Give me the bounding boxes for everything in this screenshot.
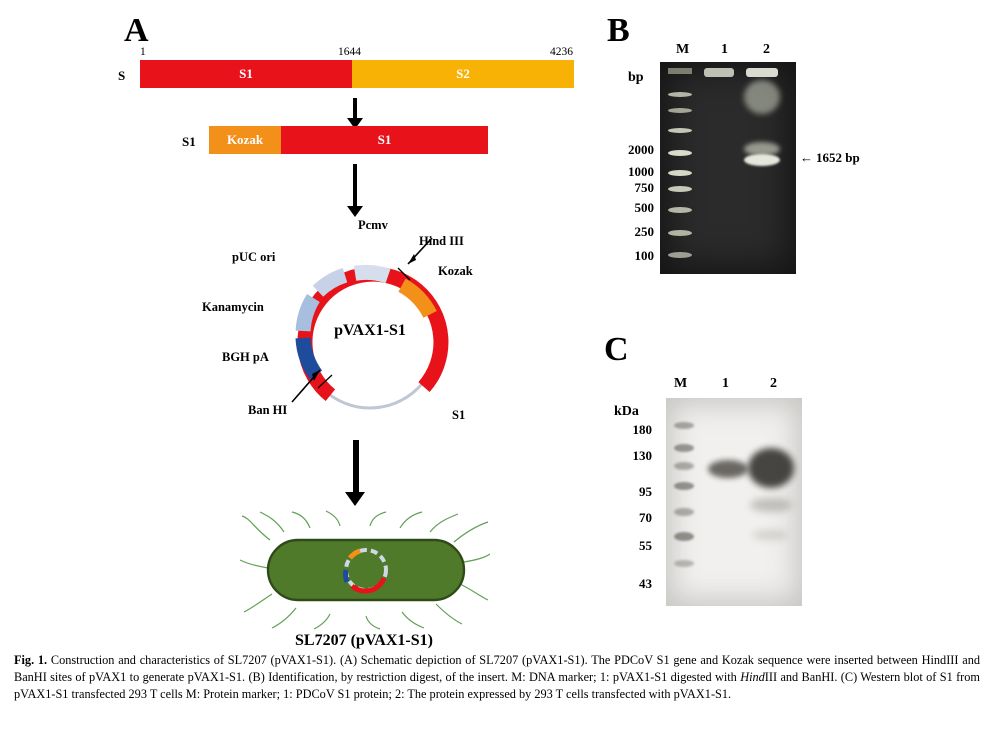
blot-marker-band (674, 422, 694, 429)
construct-row-label: S1 (182, 134, 196, 149)
gel-ladder-band (668, 207, 692, 213)
arrow-genome-to-construct-shaft (353, 98, 357, 120)
feature-label-kozak: Kozak (438, 264, 473, 278)
gel-ladder-band (668, 92, 692, 97)
gel-ladder-label-250: 250 (634, 224, 654, 239)
gel-ladder-band (668, 252, 692, 258)
blot-image-c (666, 398, 802, 606)
bacterium-svg (240, 510, 490, 630)
bacterium-illustration (240, 510, 490, 649)
blot-marker-band (674, 508, 694, 516)
gel-unit-label: bp (628, 70, 644, 85)
feature-label-kanamycin: Kanamycin (202, 300, 264, 314)
panel-b-letter: B (607, 12, 630, 49)
blot-ladder-label-130: 130 (632, 448, 652, 463)
gel-lane-label-1: 1 (721, 42, 728, 57)
panel-c-letter: C (604, 331, 629, 368)
gel-well-2 (746, 68, 778, 77)
panel-b-gel (600, 30, 980, 300)
segment-s1-construct (281, 126, 488, 154)
segment-s1-genome-label: S1 (239, 66, 253, 81)
blot-ladder-label-55: 55 (639, 538, 652, 553)
blot-ladder-label-180: 180 (632, 422, 652, 437)
gel-well-m (668, 68, 692, 74)
feature-label-hindiii: Hind III (419, 234, 464, 248)
segment-s1-genome (140, 60, 352, 88)
gel-annotation-1652bp: 1652 bp (816, 150, 860, 165)
blot-lane-label-1: 1 (722, 376, 729, 391)
segment-kozak-label: Kozak (226, 132, 264, 147)
arrow-plasmid-to-bacterium-head (345, 492, 365, 506)
plasmid-name: pVAX1-S1 (334, 322, 406, 339)
banhi-pointer-icon (284, 358, 330, 410)
figure-caption-italic: Hind (740, 669, 765, 684)
genome-row-label: S (118, 68, 126, 83)
coord-junction: 1644 (338, 46, 361, 58)
segment-s2-genome (352, 60, 574, 88)
gel-well-1 (704, 68, 734, 77)
gel-lane-label-m: M (676, 42, 690, 57)
gel-ladder-band (668, 230, 692, 236)
gel-ladder-label-500: 500 (634, 200, 654, 215)
hindiii-pointer-icon (398, 232, 438, 280)
arrow-construct-to-plasmid-shaft (353, 164, 357, 208)
segment-s2-genome-label: S2 (456, 66, 470, 81)
coord-start: 1 (140, 46, 146, 58)
gel-ladder-band (668, 128, 692, 133)
blot-lane2-faint-band (750, 498, 792, 512)
gel-ladder-band (668, 170, 692, 176)
panel-a-letter: A (124, 12, 149, 49)
plasmid-map (202, 218, 473, 440)
blot-marker-band (674, 444, 694, 452)
blot-lane-label-m: M (674, 376, 688, 391)
gel-ladder-band (668, 186, 692, 192)
panel-a-schematic (110, 30, 590, 649)
segment-kozak (209, 126, 281, 154)
blot-ladder-label-95: 95 (639, 484, 652, 499)
blot-lane2-band (748, 448, 794, 488)
gel-ladder-band (668, 150, 692, 156)
bacterium-caption: SL7207 (pVAX1-S1) (295, 632, 433, 649)
gel-lane2-upper-smear (744, 142, 780, 156)
segment-s1-construct-label: S1 (377, 132, 392, 147)
arrow-construct-to-plasmid-head (347, 206, 363, 217)
blot-lane-label-2: 2 (770, 376, 777, 391)
figure-caption-text-1: Construction and characteristics of SL7207 (pVAX1-S1). (A) Schematic depiction of SL7207 (pVAX1-S1). The PDCoV S1 gene and Kozak sequence were inserted between HindIII and BanHI sites of pVAX1 to generate pVAX1-S1. (B) Identification, by restriction digest, of the insert. M: DNA marker; 1: pVAX1-S1 digested with (14, 653, 980, 684)
figure-caption (14, 652, 980, 703)
figure-caption-label: Fig. 1. (14, 653, 48, 667)
feature-label-pcmv: Pcmv (358, 218, 388, 232)
feature-label-puc-ori: pUC ori (232, 250, 276, 264)
blot-marker-band (674, 482, 694, 490)
gel-ladder-label-2000: 2000 (628, 142, 654, 157)
gel-ladder-band (668, 108, 692, 113)
gel-ladder-label-100: 100 (634, 248, 654, 263)
gel-ladder-label-1000: 1000 (628, 164, 654, 179)
blot-lane2-faint-band-low (752, 530, 788, 540)
gel-lane2-smear (744, 80, 780, 114)
arrow-plasmid-to-bacterium-shaft (353, 440, 359, 496)
gel-ladder-label-750: 750 (634, 180, 654, 195)
feature-label-s1: S1 (452, 408, 466, 422)
feature-label-bghpa: BGH pA (222, 350, 269, 364)
panel-c-blot (600, 360, 980, 610)
gel-annotation-arrow: ← (800, 150, 813, 165)
blot-ladder-label-70: 70 (639, 510, 652, 525)
feature-label-banhi: Ban HI (248, 403, 288, 417)
coord-end: 4236 (550, 46, 573, 58)
blot-marker-band (674, 462, 694, 470)
blot-marker-band (674, 560, 694, 567)
figure-caption-text-2: III and BanHI. (C) Western blot of S1 from pVAX1-S1 transfected 293 T cells M: Protein marker; 1: PDCoV S1 protein; 2: The protein expressed by 293 T cells transfected with pVAX1-S1. (14, 669, 980, 701)
blot-lane1-band (708, 460, 748, 478)
gel-lane-label-2: 2 (763, 42, 770, 57)
blot-ladder-label-43: 43 (639, 576, 652, 591)
blot-marker-band (674, 532, 694, 541)
blot-unit-label: kDa (614, 404, 639, 419)
gel-image-b (660, 62, 796, 274)
